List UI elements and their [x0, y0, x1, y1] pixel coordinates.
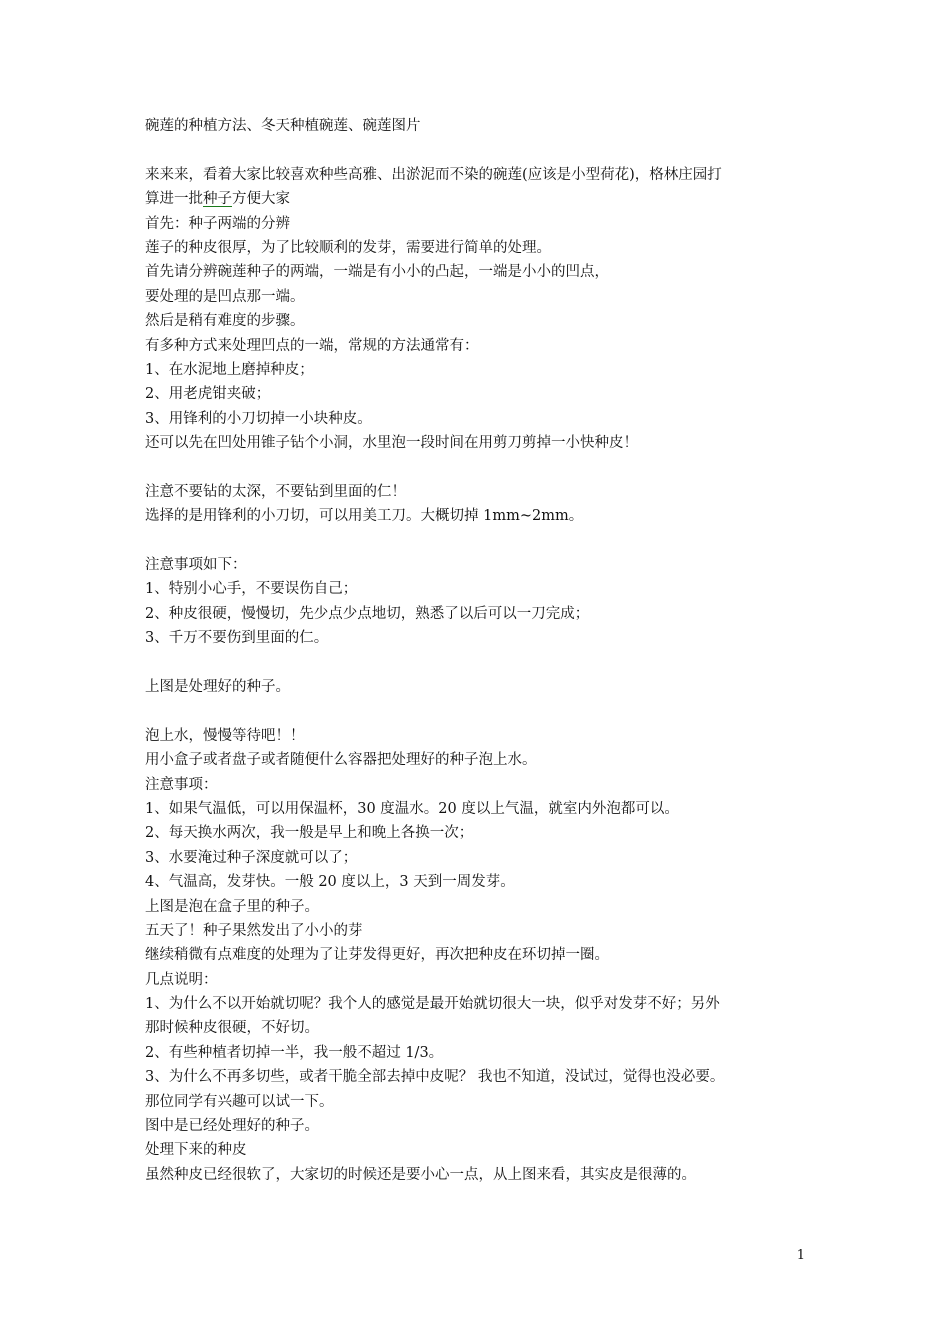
list-item: 1、如果气温低，可以用保温杯，30 度温水。20 度以上气温，就室内外泡都可以。: [145, 800, 679, 817]
blank-line: [145, 699, 815, 723]
paragraph-line: 然后是稍有难度的步骤。: [145, 313, 305, 330]
paragraph-line: 五天了！种子果然发出了小小的芽: [145, 922, 363, 939]
paragraph-line: 图中是已经处理好的种子。: [145, 1118, 319, 1135]
paragraph-line: 继续稍微有点难度的处理为了让芽发得更好，再次把种皮在环切掉一圈。: [145, 947, 609, 964]
list-item-continuation: 那时候种皮很硬，不好切。: [145, 1020, 319, 1037]
intro-line: 来来来，看着大家比较喜欢种些高雅、出淤泥而不染的碗莲(应该是小型荷花)，格林庄园打: [145, 166, 722, 183]
blank-line: [145, 455, 815, 479]
paragraph-line: 注意事项如下：: [145, 557, 247, 574]
blank-line: [145, 138, 815, 162]
list-item-continuation: 那位同学有兴趣可以试一下。: [145, 1093, 334, 1110]
list-item: 3、水要淹过种子深度就可以了；: [145, 849, 358, 866]
list-item: 3、千万不要伤到里面的仁。: [145, 630, 329, 647]
list-item: 1、为什么不以开始就切呢？我个人的感觉是最开始就切很大一块，似乎对发芽不好；另外: [145, 996, 720, 1013]
paragraph-line: 首先：种子两端的分辨: [145, 215, 290, 232]
paragraph-line: 处理下来的种皮: [145, 1142, 247, 1159]
paragraph-line: 还可以先在凹处用锥子钻个小洞，水里泡一段时间在用剪刀剪掉一小快种皮！: [145, 435, 638, 452]
list-item: 1、在水泥地上磨掉种皮；: [145, 361, 314, 378]
seed-link[interactable]: 种子: [203, 191, 232, 208]
list-item: 2、种皮很硬，慢慢切，先少点少点地切，熟悉了以后可以一刀完成；: [145, 605, 590, 622]
paragraph-line: 注意不要钻的太深，不要钻到里面的仁！: [145, 483, 406, 500]
paragraph-line: 上图是处理好的种子。: [145, 678, 290, 695]
paragraph-line: 上图是泡在盒子里的种子。: [145, 898, 319, 915]
list-item: 3、为什么不再多切些，或者干脆全部去掉中皮呢？ 我也不知道，没试过，觉得也没必要。: [145, 1069, 725, 1086]
paragraph-line: 泡上水，慢慢等待吧！！: [145, 727, 305, 744]
paragraph-line: 几点说明：: [145, 971, 218, 988]
document-title: 碗莲的种植方法、冬天种植碗莲、碗莲图片: [145, 118, 421, 134]
paragraph-line: 虽然种皮已经很软了，大家切的时候还是要小心一点，从上图来看，其实皮是很薄的。: [145, 1166, 696, 1183]
paragraph-line: 莲子的种皮很厚，为了比较顺利的发芽，需要进行简单的处理。: [145, 239, 551, 256]
paragraph-line: 注意事项：: [145, 776, 218, 793]
paragraph-line: 用小盒子或者盘子或者随便什么容器把处理好的种子泡上水。: [145, 752, 537, 769]
paragraph-line: 有多种方式来处理凹点的一端，常规的方法通常有：: [145, 337, 479, 354]
intro-text: 算进一批: [145, 191, 203, 208]
list-item: 3、用锋利的小刀切掉一小块种皮。: [145, 410, 372, 427]
list-item: 1、特别小心手，不要误伤自己；: [145, 581, 358, 598]
paragraph-line: 首先请分辨碗莲种子的两端，一端是有小小的凸起，一端是小小的凹点，: [145, 264, 609, 281]
list-item: 2、用老虎钳夹破；: [145, 386, 271, 403]
paragraph-line: 选择的是用锋利的小刀切，可以用美工刀。大概切掉 1mm~2mm。: [145, 508, 584, 525]
list-item: 2、每天换水两次，我一般是早上和晚上各换一次；: [145, 825, 474, 842]
intro-line: [145, 187, 815, 211]
blank-line: [145, 529, 815, 553]
list-item: 4、气温高，发芽快。一般 20 度以上，3 天到一周发芽。: [145, 874, 515, 891]
blank-line: [145, 651, 815, 675]
intro-text: 方便大家: [232, 191, 290, 208]
document-body: [145, 114, 815, 1187]
page-number: 1: [796, 1248, 805, 1263]
paragraph-line: 要处理的是凹点那一端。: [145, 288, 305, 305]
list-item: 2、有些种植者切掉一半，我一般不超过 1/3。: [145, 1044, 444, 1061]
